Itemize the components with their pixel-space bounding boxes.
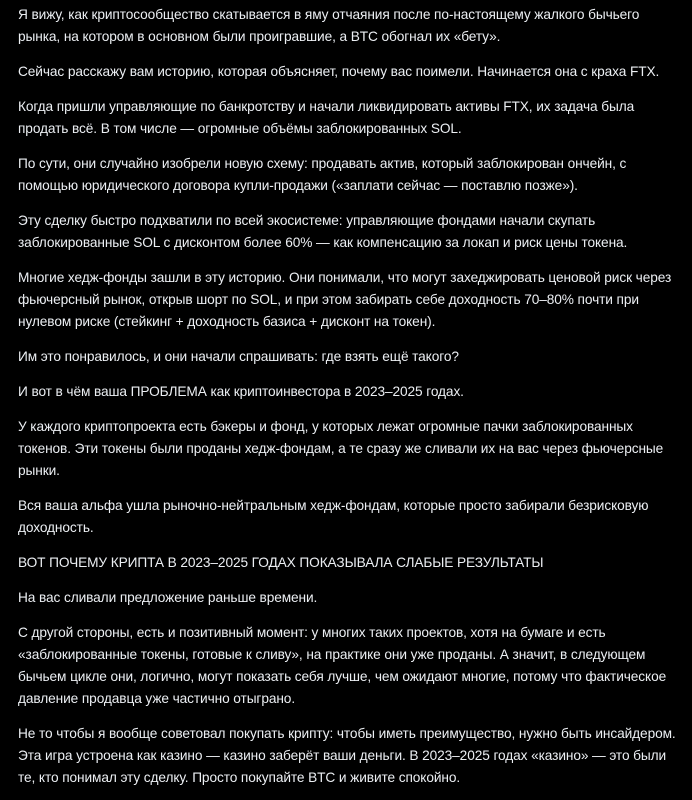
paragraph-ftx-liquidation: Когда пришли управляющие по банкротству и начали ликвидировать активы FTX, их задача была продать всё. В том числе — огромные объёмы заблокированных SOL. [18,99,635,136]
post-body [18,4,680,789]
paragraph-conclusion: Не то чтобы я вообще советовал покупать крипту: чтобы иметь преимущество, нужно быть инсайдером. Эта игра устроена как казино — казино заберёт ваши деньги. В 2023–2025 годах «казино» — это были те, кто понимал эту сделку. Просто покупайте BTC и живите спокойно. [18,726,676,785]
paragraph-intro: Я вижу, как криптосообщество скатывается в яму отчаяния после по-настоящему жалкого бычьего рынка, на котором в основном были проигравшие, а BTC обогнал их «бету». [18,7,640,44]
paragraph-story-start: Сейчас расскажу вам историю, которая объясняет, почему вас поимели. Начинается она с краха FTX. [18,64,660,79]
paragraph-question: Им это понравилось, и они начали спрашивать: где взять ещё такого? [18,349,459,364]
paragraph-alpha: Вся ваша альфа ушла рыночно-нейтральным хедж-фондам, которые просто забирали безрисковую доходность. [18,498,649,535]
paragraph-headline: ВОТ ПОЧЕМУ КРИПТА В 2023–2025 ГОДАХ ПОКАЗЫВАЛА СЛАБЫЕ РЕЗУЛЬТАТЫ [18,555,544,570]
paragraph-ecosystem-deal: Эту сделку быстро подхватили по всей экосистеме: управляющие фондами начали скупать заблокированные SOL с дисконтом более 60% — как компенсацию за локап и риск цены токена. [18,213,628,250]
paragraph-supply-dumped: На вас сливали предложение раньше времени. [18,590,318,605]
paragraph-backers: У каждого криптопроекта есть бэкеры и фонд, у которых лежат огромные пачки заблокированных токенов. Эти токены были проданы хедж-фондам, а те сразу же сливали их на вас через фьючерсные рынки. [18,419,664,478]
paragraph-positive: С другой стороны, есть и позитивный момент: у многих таких проектов, хотя на бумаге и есть «заблокированные токены, готовые к сливу», на практике они уже проданы. А значит, в следующем бычьем цикле они, логично, могут показать себя лучше, чем ожидают многие, потому что фактическое давление продавца уже частично отыграно. [18,625,667,706]
paragraph-new-scheme: По сути, они случайно изобрели новую схему: продавать актив, который заблокирован ончейн, с помощью юридического договора купли-продажи («заплати сейчас — поставлю позже»). [18,156,627,193]
paragraph-problem: И вот в чём ваша ПРОБЛЕМА как криптоинвестора в 2023–2025 годах. [18,384,464,399]
paragraph-hedge-funds: Многие хедж-фонды зашли в эту историю. Они понимали, что могут захеджировать ценовой риск через фьючерсный рынок, открыв шорт по SOL, и при этом забирать себе доходность 70–80% почти при нулевом риске (стейкинг + доходность базиса + дисконт на токен). [18,270,672,329]
